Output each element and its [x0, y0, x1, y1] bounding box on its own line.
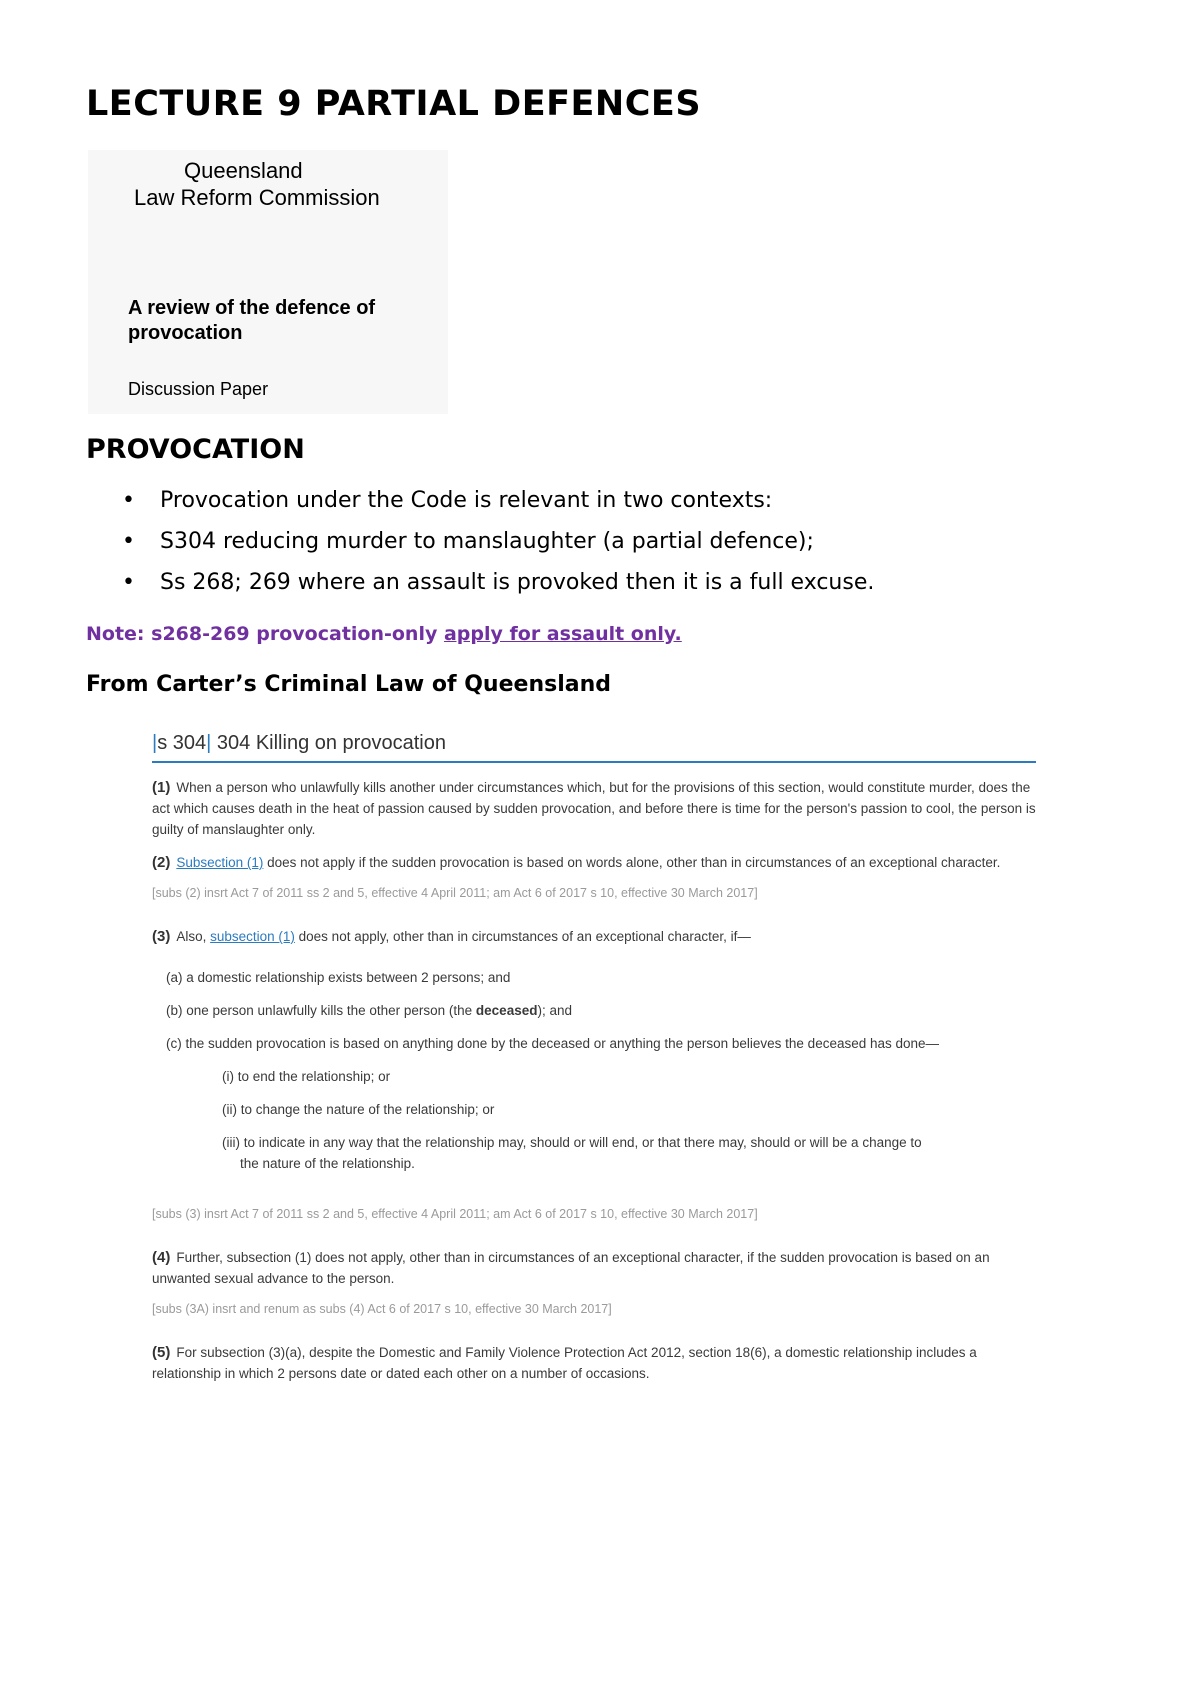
subparagraph-ii: (ii) to change the nature of the relationship; or — [222, 1102, 495, 1117]
section-title: 304 Killing on provocation — [216, 732, 446, 754]
list-item — [86, 525, 874, 566]
subsection-number: (5) — [152, 1344, 171, 1361]
section-bar: | — [152, 732, 158, 754]
section-bar: | — [206, 732, 212, 754]
subsection-number: (3) — [152, 928, 171, 945]
list-item-text: Provocation under the Code is relevant in two contexts: — [160, 488, 773, 513]
paragraph-c: (c) the sudden provocation is based on anything done by the deceased or anything the person believes the deceased has done— — [166, 1036, 940, 1051]
paragraph-text: (b) one person unlawfully kills the other person (the — [166, 1003, 476, 1018]
subsection-text: does not apply, other than in circumstances of an exceptional character, if— — [294, 929, 751, 944]
subparagraph-iii: (iii) to indicate in any way that the relationship may, should or will end, or that there may, should or will be a change to — [222, 1135, 922, 1150]
subsection-number: (2) — [152, 854, 171, 871]
subsection-text: does not apply if the sudden provocation is based on words alone, other than in circumstances of an exceptional character. — [263, 855, 1001, 870]
paragraph-a: (a) a domestic relationship exists between 2 persons; and — [166, 970, 511, 985]
cover-title: A review of the defence of provocation — [128, 297, 376, 344]
list-item-text: S304 reducing murder to manslaughter (a partial defence); — [160, 529, 814, 554]
cover-image — [88, 150, 448, 414]
defined-term: deceased — [475, 1003, 538, 1018]
cover-org-line1: Queensland — [184, 158, 303, 183]
subsection-4 — [152, 1247, 1036, 1289]
subsection-text: For subsection (3)(a), despite the Domestic and Family Violence Protection Act 2012, section 18(6), a domestic relationship includes a relationship in which 2 persons date or dated each other on a number of occasions. — [152, 1345, 977, 1381]
bullet-icon: • — [122, 529, 135, 554]
subsection-1 — [152, 777, 1036, 840]
cover-org-line2: Law Reform Commission — [134, 185, 380, 210]
bullet-icon: • — [122, 570, 135, 595]
provocation-heading: PROVOCATION — [86, 434, 305, 465]
subsection-2 — [152, 852, 1036, 873]
cover-doc-type: Discussion Paper — [128, 379, 269, 399]
subsection-text: Further, subsection (1) does not apply, other than in circumstances of an exceptional character, if the sudden provocation is based on an unwanted sexual advance to the person. — [152, 1250, 990, 1286]
section-ref: s 304 — [157, 732, 207, 754]
statute-excerpt — [152, 732, 1036, 1384]
note-link[interactable]: apply for assault only. — [443, 623, 682, 645]
note-text: Note: s268-269 provocation-only — [86, 623, 444, 645]
list-item — [86, 566, 874, 607]
subsection-text: When a person who unlawfully kills another under circumstances which, but for the provisions of this section, would constitute murder, does the act which causes death in the heat of passion caused by sudden provocation, and before there is time for the person's passion to cool, the person is guilty of manslaughter only. — [152, 780, 1036, 837]
paragraph-b — [152, 1000, 1036, 1021]
subsection-3 — [152, 926, 1036, 947]
subsection-link[interactable]: Subsection (1) — [176, 855, 264, 870]
paragraph-text: ); and — [537, 1003, 572, 1018]
note-line — [86, 623, 682, 645]
subsection-link[interactable]: subsection (1) — [210, 929, 295, 944]
subparagraph-iii-cont: the nature of the relationship. — [240, 1156, 415, 1171]
carter-heading: From Carter’s Criminal Law of Queensland — [86, 672, 611, 697]
subsection-text: Also, — [176, 929, 211, 944]
history-note: [subs (3A) insrt and renum as subs (4) Act 6 of 2017 s 10, effective 30 March 2017] — [152, 1302, 612, 1316]
list-item — [86, 484, 874, 525]
section-heading — [152, 732, 1036, 763]
list-item-text: Ss 268; 269 where an assault is provoked then it is a full excuse. — [160, 570, 875, 595]
subparagraph-i: (i) to end the relationship; or — [222, 1069, 391, 1084]
subsection-number: (4) — [152, 1249, 171, 1266]
page-title: LECTURE 9 PARTIAL DEFENCES — [86, 84, 702, 124]
subsection-5 — [152, 1342, 1036, 1384]
provocation-bullet-list — [86, 484, 874, 607]
history-note: [subs (2) insrt Act 7 of 2011 ss 2 and 5, effective 4 April 2011; am Act 6 of 2017 s 10, effective 30 March 2017] — [152, 886, 758, 900]
history-note: [subs (3) insrt Act 7 of 2011 ss 2 and 5, effective 4 April 2011; am Act 6 of 2017 s 10, effective 30 March 2017] — [152, 1207, 758, 1221]
subsection-number: (1) — [152, 779, 171, 796]
bullet-icon: • — [122, 488, 135, 513]
